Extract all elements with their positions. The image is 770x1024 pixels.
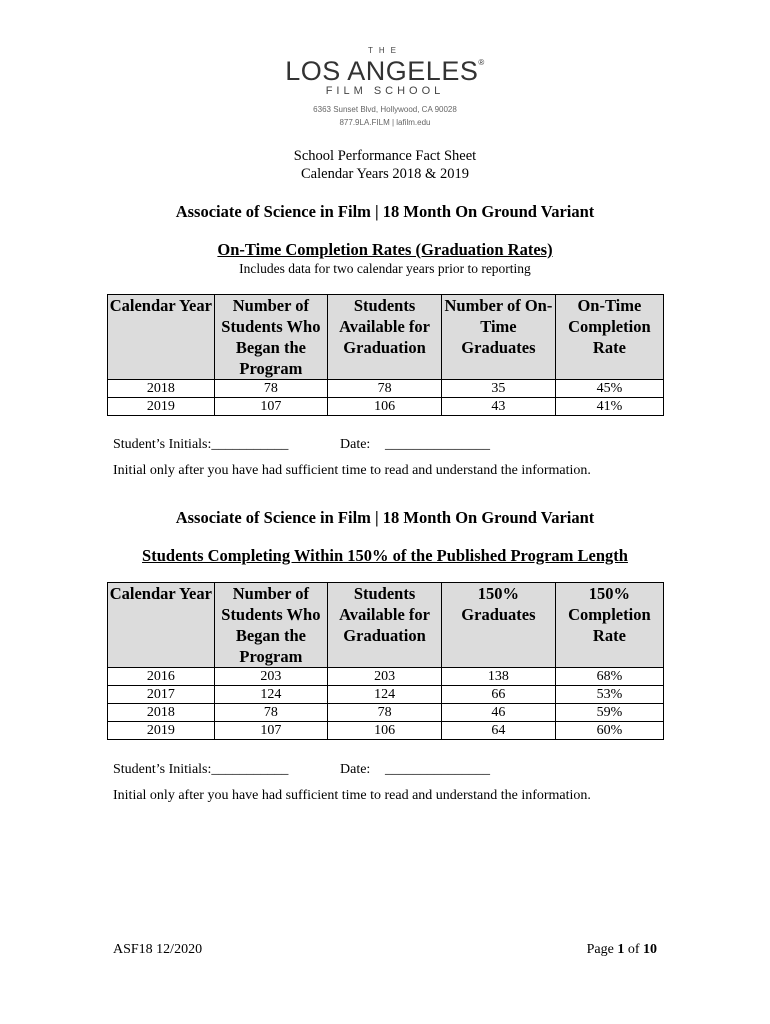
table-cell: 66 xyxy=(442,686,556,704)
section2-program-heading: Associate of Science in Film | 18 Month On Ground Variant xyxy=(175,508,595,527)
section1-initials-label: Student’s Initials:___________ xyxy=(113,437,289,452)
table-cell: 2019 xyxy=(108,722,215,740)
table-cell: 203 xyxy=(328,668,442,686)
table-row xyxy=(108,686,664,704)
table-cell: 53% xyxy=(555,686,663,704)
table-cell: 45% xyxy=(555,380,663,398)
table-cell: 68% xyxy=(555,668,663,686)
page-of: of xyxy=(624,942,643,957)
table-cell: 107 xyxy=(214,398,327,416)
logo-school-name xyxy=(0,56,770,87)
table-cell: 106 xyxy=(328,398,442,416)
table-row xyxy=(108,380,664,398)
completion-150-table xyxy=(107,582,664,740)
table-cell: 78 xyxy=(328,380,442,398)
page-current: 1 xyxy=(617,942,625,957)
column-header: Number of Students Who Began the Program xyxy=(214,295,327,380)
document-title: School Performance Fact Sheet xyxy=(293,148,477,164)
page-total: 10 xyxy=(643,942,657,957)
section1-instruction: Initial only after you have had sufficient time to read and understand the information. xyxy=(113,463,591,478)
completion-rates-table xyxy=(107,294,664,416)
column-header: Number of On-Time Graduates xyxy=(442,295,556,380)
table-cell: 124 xyxy=(214,686,327,704)
section2-date-label: Date: xyxy=(340,762,371,777)
column-header: Number of Students Who Began the Program xyxy=(214,583,327,668)
table-cell: 106 xyxy=(328,722,442,740)
logo-name-text: LOS ANGELES xyxy=(285,56,479,86)
column-header: On-Time Completion Rate xyxy=(555,295,663,380)
section2-table-title: Students Completing Within 150% of the Published Program Length xyxy=(142,546,628,565)
table-row xyxy=(108,668,664,686)
table-cell: 59% xyxy=(555,704,663,722)
table-row xyxy=(108,722,664,740)
table-cell: 2016 xyxy=(108,668,215,686)
section1-subtitle: Includes data for two calendar years prior to reporting xyxy=(239,261,531,276)
table-cell: 2019 xyxy=(108,398,215,416)
table-cell: 78 xyxy=(214,380,327,398)
section1-date-line: _______________ xyxy=(385,437,490,452)
column-header: Calendar Year xyxy=(108,583,215,668)
footer-page-number xyxy=(587,942,657,958)
table-cell: 35 xyxy=(442,380,556,398)
table-cell: 124 xyxy=(328,686,442,704)
section1-date-label: Date: xyxy=(340,437,371,452)
section1-table-title: On-Time Completion Rates (Graduation Rates) xyxy=(217,240,553,259)
column-header: Students Available for Graduation xyxy=(328,295,442,380)
table-header-row xyxy=(108,583,664,668)
table-cell: 43 xyxy=(442,398,556,416)
table-cell: 2018 xyxy=(108,380,215,398)
section1-program-heading: Associate of Science in Film | 18 Month On Ground Variant xyxy=(175,202,595,221)
logo-the: THE xyxy=(368,46,402,55)
table-cell: 64 xyxy=(442,722,556,740)
document-years: Calendar Years 2018 & 2019 xyxy=(301,166,469,182)
section2-instruction: Initial only after you have had sufficient time to read and understand the information. xyxy=(113,788,591,803)
table-cell: 2018 xyxy=(108,704,215,722)
column-header: 150% Completion Rate xyxy=(555,583,663,668)
table-cell: 78 xyxy=(328,704,442,722)
table-row xyxy=(108,704,664,722)
logo-registered-mark: ® xyxy=(478,58,485,67)
column-header: Students Available for Graduation xyxy=(328,583,442,668)
column-header: Calendar Year xyxy=(108,295,215,380)
page-prefix: Page xyxy=(586,942,618,957)
table-header-row xyxy=(108,295,664,380)
table-cell: 107 xyxy=(214,722,327,740)
section2-date-line: _______________ xyxy=(385,762,490,777)
school-address: 6363 Sunset Blvd, Hollywood, CA 90028 xyxy=(313,105,457,114)
column-header: 150% Graduates xyxy=(442,583,556,668)
table-cell: 138 xyxy=(442,668,556,686)
table-cell: 41% xyxy=(555,398,663,416)
table-cell: 46 xyxy=(442,704,556,722)
table-cell: 2017 xyxy=(108,686,215,704)
footer-form-code: ASF18 12/2020 xyxy=(113,942,203,957)
section2-initials-label: Student’s Initials:___________ xyxy=(113,762,289,777)
table-cell: 203 xyxy=(214,668,327,686)
table-row xyxy=(108,398,664,416)
table-cell: 78 xyxy=(214,704,327,722)
table-cell: 60% xyxy=(555,722,663,740)
logo-film-school: FILM SCHOOL xyxy=(325,85,445,97)
school-phone: 877.9LA.FILM | lafilm.edu xyxy=(339,118,431,127)
